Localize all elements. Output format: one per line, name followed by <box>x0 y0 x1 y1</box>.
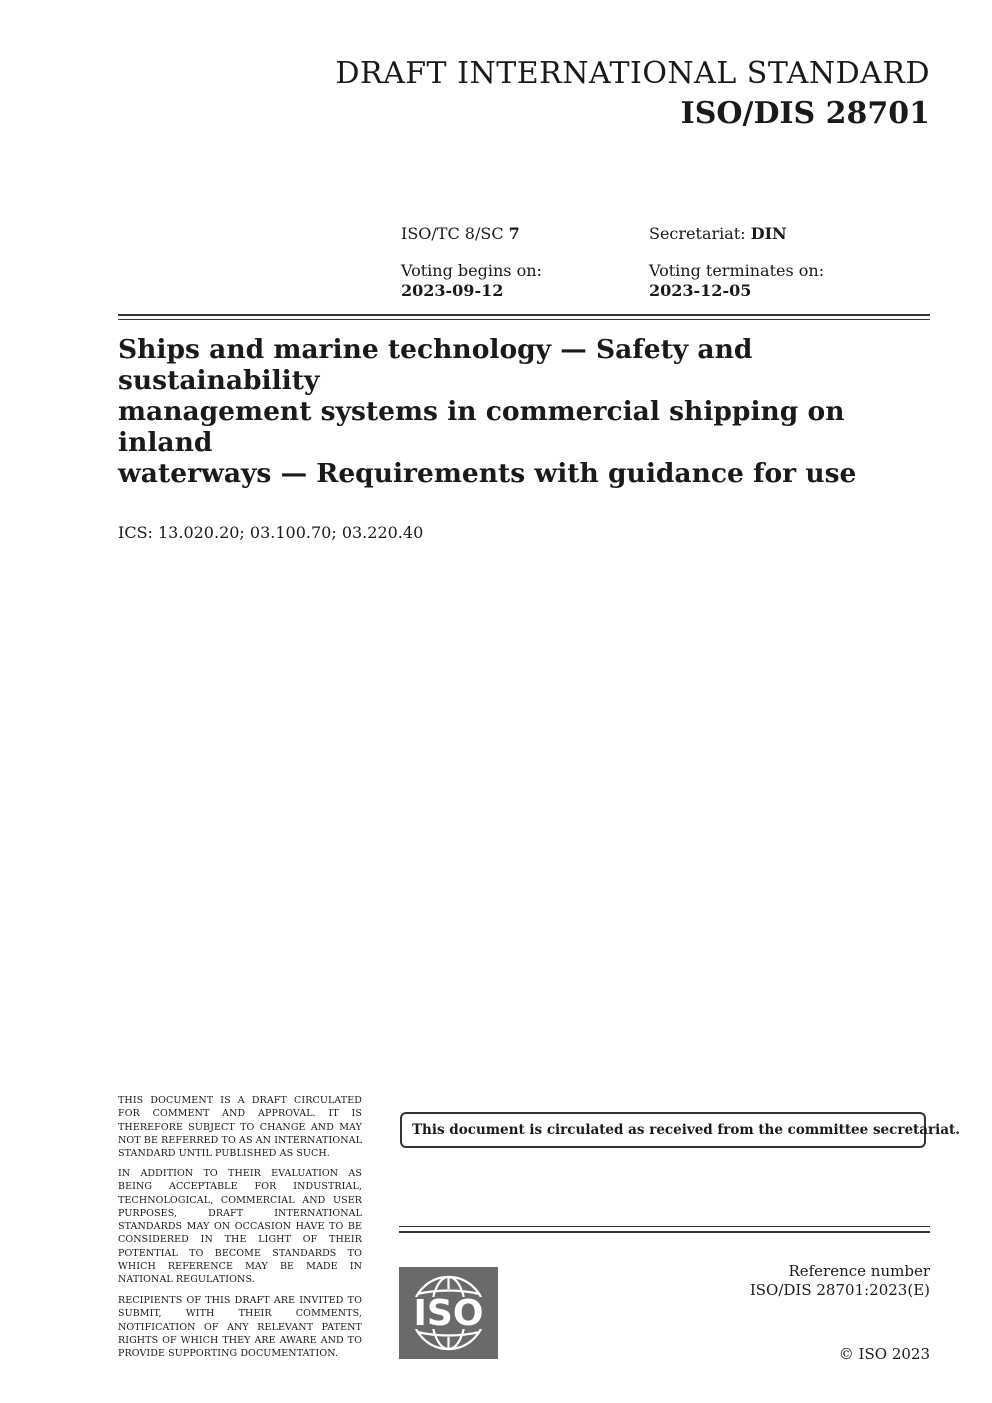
footer-divider-bottom <box>399 1231 930 1233</box>
document-number: ISO/DIS 28701 <box>680 96 930 131</box>
voting-terminates-label: Voting terminates on: <box>649 261 825 280</box>
voting-begins-label: Voting begins on: <box>401 261 542 280</box>
circulation-note-box <box>400 1112 960 1148</box>
disclaimer-paragraph-2: IN ADDITION TO THEIR EVALUATION AS BEING ACCEPTABLE FOR INDUSTRIAL, TECHNOLOGICAL, COMMERCIAL AND USER PURPOSES, DRAFT INTERNATIONAL STANDARDS MAY ON OCCASION HAVE TO BE CONSIDERED IN THE LIGHT OF THEIR POTENTIAL TO BECOME STANDARDS TO WHICH REFERENCE MAY BE MADE IN NATIONAL REGULATIONS. <box>118 1168 362 1286</box>
circulation-note: This document is circulated as received from the committee secretariat. <box>412 1122 960 1138</box>
disclaimer-paragraph-3: RECIPIENTS OF THIS DRAFT ARE INVITED TO SUBMIT, WITH THEIR COMMENTS, NOTIFICATION OF ANY RELEVANT PATENT RIGHTS OF WHICH THEY ARE AWARE AND TO PROVIDE SUPPORTING DOCUMENTATION. <box>118 1295 362 1360</box>
reference-number: ISO/DIS 28701:2023(E) <box>749 1281 930 1299</box>
document-title <box>118 334 938 489</box>
voting-begins-date: 2023-09-12 <box>401 281 504 300</box>
document-type: DRAFT INTERNATIONAL STANDARD <box>335 56 930 91</box>
disclaimer-paragraph-1: THIS DOCUMENT IS A DRAFT CIRCULATED FOR COMMENT AND APPROVAL. IT IS THEREFORE SUBJECT TO CHANGE AND MAY NOT BE REFERRED TO AS AN INTERNATIONAL STANDARD UNTIL PUBLISHED AS SUCH. <box>118 1095 362 1160</box>
voting-terminates-date: 2023-12-05 <box>649 281 752 300</box>
secretariat-value: DIN <box>750 224 787 243</box>
iso-logo-text: ISO <box>413 1293 484 1334</box>
reference-number-label: Reference number <box>788 1262 930 1280</box>
footer-divider-top <box>399 1226 930 1227</box>
secretariat-label: Secretariat: <box>649 224 751 243</box>
committee-prefix: ISO/TC 8/SC <box>401 224 509 243</box>
ics-codes: ICS: 13.020.20; 03.100.70; 03.220.40 <box>118 523 424 542</box>
iso-logo <box>399 1267 498 1359</box>
title-line-1: Ships and marine technology — Safety and sustainability <box>118 334 753 396</box>
committee <box>401 224 520 243</box>
title-line-2: management systems in commercial shipping on inland <box>118 396 845 458</box>
title-line-3: waterways — Requirements with guidance for use <box>118 458 857 489</box>
committee-suffix: 7 <box>508 224 520 243</box>
header-divider-bottom <box>118 319 930 320</box>
iso-globe-icon <box>399 1267 498 1359</box>
header-divider-top <box>118 314 930 316</box>
secretariat <box>649 224 787 243</box>
copyright-notice: © ISO 2023 <box>838 1345 930 1363</box>
